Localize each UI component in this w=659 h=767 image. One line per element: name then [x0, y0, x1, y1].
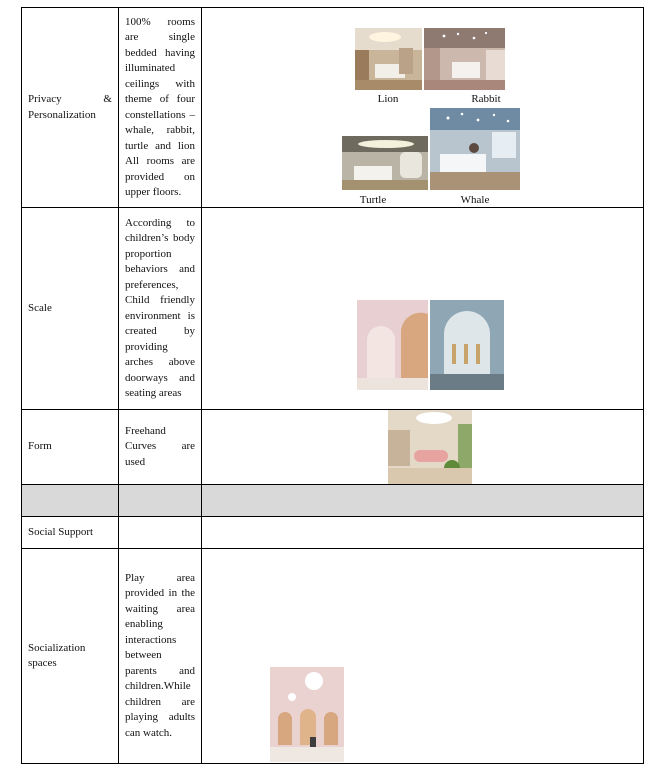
description-cell — [119, 208, 202, 410]
criterion-label: Social Support — [28, 525, 94, 538]
image-cell — [202, 410, 644, 485]
lion-room-photo — [355, 28, 422, 90]
rabbit-caption: Rabbit — [471, 93, 501, 105]
table-row — [22, 549, 644, 764]
whale-room-photo — [430, 108, 520, 190]
criterion-label: Socialization spaces — [28, 641, 86, 669]
description-cell — [119, 549, 202, 764]
criterion-cell — [22, 8, 119, 208]
criterion-label: Form — [28, 440, 52, 453]
criterion-cell — [22, 517, 119, 549]
description-text: Freehand Curves are used — [125, 424, 195, 468]
play-area-photo — [270, 667, 344, 762]
blue-arch-photo — [430, 300, 504, 390]
criterion-label: Scale — [28, 301, 52, 314]
image-cell — [202, 549, 644, 764]
criterion-cell — [22, 410, 119, 485]
criterion-label: Privacy & Personalization — [28, 93, 112, 121]
criterion-cell — [22, 485, 119, 517]
description-text: Play area provided in the waiting area enabling interactions between parents and children.While children are playing adults can watch. — [125, 571, 195, 739]
table-row — [22, 485, 644, 517]
turtle-caption: Turtle — [359, 194, 387, 206]
description-cell — [119, 517, 202, 549]
description-text: 100% rooms are single bedded having illuminated ceilings with theme of four constellations – whale, rabbit, turtle and lion All rooms are provided on upper floors. — [125, 15, 195, 198]
image-cell — [202, 8, 644, 208]
description-text: According to children’s body proportion behaviors and preferences, Child friendly environment is created by providing arches above doorways and seating areas — [125, 216, 195, 399]
image-cell — [202, 208, 644, 410]
table-row — [22, 208, 644, 410]
image-cell — [202, 485, 644, 517]
turtle-room-photo — [342, 136, 428, 190]
design-criteria-table — [21, 7, 644, 764]
lion-caption: Lion — [377, 93, 399, 105]
description-cell — [119, 410, 202, 485]
criterion-cell — [22, 549, 119, 764]
whale-caption: Whale — [460, 194, 490, 206]
table-row — [22, 517, 644, 549]
table-row — [22, 410, 644, 485]
pink-arch-photo — [357, 300, 428, 390]
image-cell — [202, 517, 644, 549]
freehand-curves-photo — [388, 410, 472, 484]
description-cell — [119, 485, 202, 517]
rabbit-room-photo — [424, 28, 505, 90]
description-cell — [119, 8, 202, 208]
criterion-cell — [22, 208, 119, 410]
table-row — [22, 8, 644, 208]
